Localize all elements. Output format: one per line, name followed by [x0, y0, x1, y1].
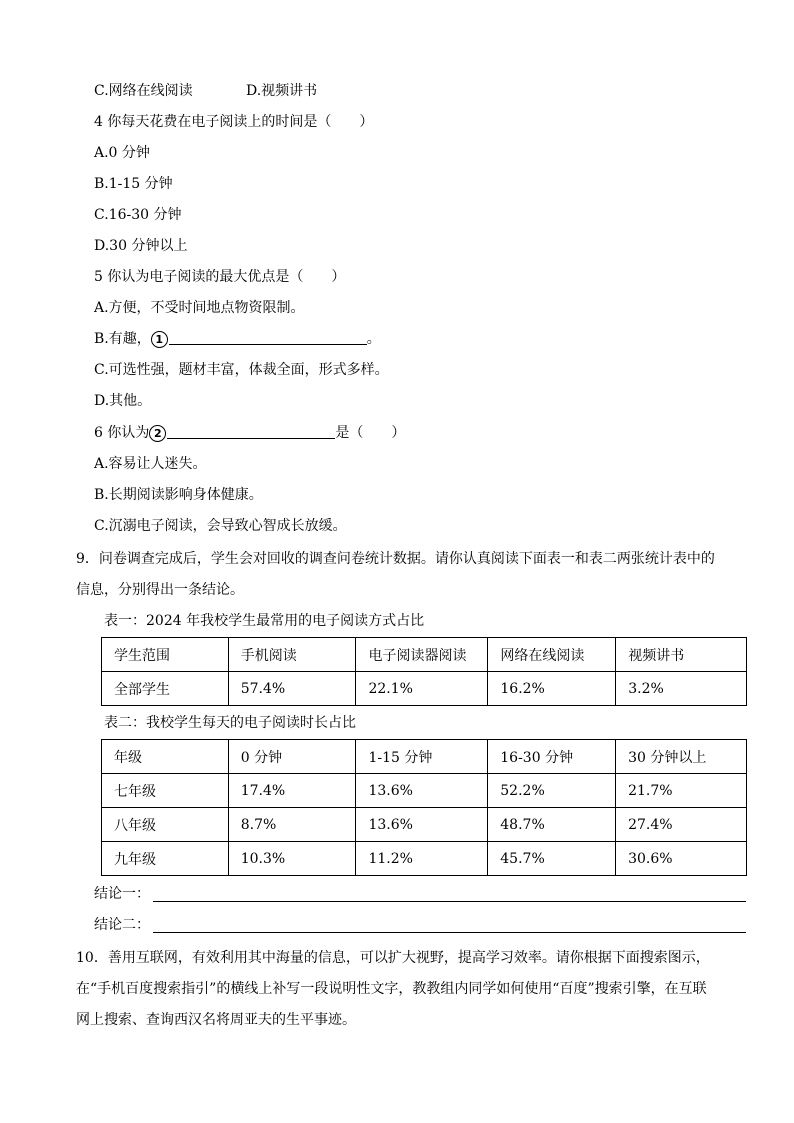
table-cell: 22.1%: [356, 672, 488, 706]
q6-option-b: B.长期阅读影响身体健康。: [94, 487, 263, 503]
table-cell: 16.2%: [488, 672, 616, 706]
table-cell: 视频讲书: [616, 638, 747, 672]
q4-option-c: C.16-30 分钟: [94, 207, 182, 223]
table-row: [102, 808, 747, 842]
table-cell: 网络在线阅读: [488, 638, 616, 672]
answer-blank-1[interactable]: [169, 330, 367, 345]
table-cell: 30.6%: [616, 842, 747, 876]
q4-option-a: A.0 分钟: [94, 145, 150, 161]
q10-text-line-1: 10．善用互联网，有效利用其中海量的信息，可以扩大视野，提高学习效率。请你根据下面搜索图示，: [76, 950, 710, 966]
table-cell: 学生范围: [102, 638, 229, 672]
q10-text-line-3: 网上搜索、查询西汉名将周亚夫的生平事迹。: [76, 1012, 356, 1028]
table-cell: 八年级: [102, 808, 229, 842]
table-row: [102, 672, 747, 706]
table-cell: 七年级: [102, 774, 229, 808]
table1-header-row: [102, 638, 747, 672]
table-row: [102, 774, 747, 808]
conclusion-2-label: 结论二：: [94, 917, 150, 933]
q6-option-c: C.沉溺电子阅读，会导致心智成长放缓。: [94, 518, 347, 534]
table-cell: 45.7%: [488, 842, 616, 876]
q4-option-b: B.1-15 分钟: [94, 176, 173, 192]
conclusion-1-answer-line[interactable]: [153, 901, 746, 902]
conclusion-1-label: 结论一：: [94, 886, 150, 902]
table-cell: 全部学生: [102, 672, 229, 706]
q5-option-b-suffix: 。: [366, 331, 381, 347]
table-cell: 48.7%: [488, 808, 616, 842]
table1: [101, 637, 747, 706]
table-cell: 13.6%: [356, 774, 488, 808]
table-cell: 3.2%: [616, 672, 747, 706]
q10-text-line-2: 在“手机百度搜索指引”的横线上补写一段说明性文字，教教组内同学如何使用“百度”搜索引擎，在互联: [76, 981, 707, 997]
table-cell: 57.4%: [228, 672, 356, 706]
table-cell: 10.3%: [228, 842, 356, 876]
q5-option-d: D.其他。: [94, 393, 152, 409]
q5-option-a: A.方便，不受时间地点物资限制。: [94, 300, 305, 316]
table-cell: 16-30 分钟: [488, 740, 616, 774]
table2-header-row: [102, 740, 747, 774]
q6-stem-prefix: 6 你认为: [94, 425, 150, 441]
q6-stem: [94, 424, 405, 442]
q3-option-c: C.网络在线阅读: [94, 83, 193, 99]
q4-stem: 4 你每天花费在电子阅读上的时间是（ ）: [94, 114, 374, 130]
table-cell: 11.2%: [356, 842, 488, 876]
table-cell: 13.6%: [356, 808, 488, 842]
conclusion-2-answer-line[interactable]: [153, 932, 746, 933]
table2-caption: 表二：我校学生每天的电子阅读时长占比: [104, 715, 356, 731]
blank-number-1: 1: [151, 331, 168, 348]
q4-option-d: D.30 分钟以上: [94, 238, 188, 254]
q9-text-line-1: 9．问卷调查完成后，学生会对回收的调查问卷统计数据。请你认真阅读下面表一和表二两张统计表中的: [76, 551, 715, 567]
table-cell: 30 分钟以上: [616, 740, 747, 774]
q3-option-d: D.视频讲书: [246, 83, 318, 99]
q6-stem-suffix: 是（ ）: [335, 425, 406, 441]
table-cell: 52.2%: [488, 774, 616, 808]
table-cell: 21.7%: [616, 774, 747, 808]
table1-caption: 表一：2024 年我校学生最常用的电子阅读方式占比: [104, 613, 425, 629]
table-cell: 九年级: [102, 842, 229, 876]
answer-blank-2[interactable]: [167, 424, 335, 439]
table-cell: 0 分钟: [228, 740, 356, 774]
blank-number-2: 2: [149, 425, 166, 442]
table-cell: 年级: [102, 740, 229, 774]
table-cell: 1-15 分钟: [356, 740, 488, 774]
table2: [101, 739, 747, 876]
table-cell: 手机阅读: [228, 638, 356, 672]
q5-option-c: C.可选性强，题材丰富，体裁全面，形式多样。: [94, 362, 389, 378]
q5-option-b-prefix: B.有趣，: [94, 331, 151, 347]
table-row: [102, 842, 747, 876]
table-cell: 8.7%: [228, 808, 356, 842]
table-cell: 17.4%: [228, 774, 356, 808]
table-cell: 27.4%: [616, 808, 747, 842]
q9-text-line-2: 信息，分别得出一条结论。: [76, 582, 244, 598]
q5-option-b: [94, 330, 381, 348]
q6-option-a: A.容易让人迷失。: [94, 456, 207, 472]
q5-stem: 5 你认为电子阅读的最大优点是（ ）: [94, 269, 346, 285]
table-cell: 电子阅读器阅读: [356, 638, 488, 672]
